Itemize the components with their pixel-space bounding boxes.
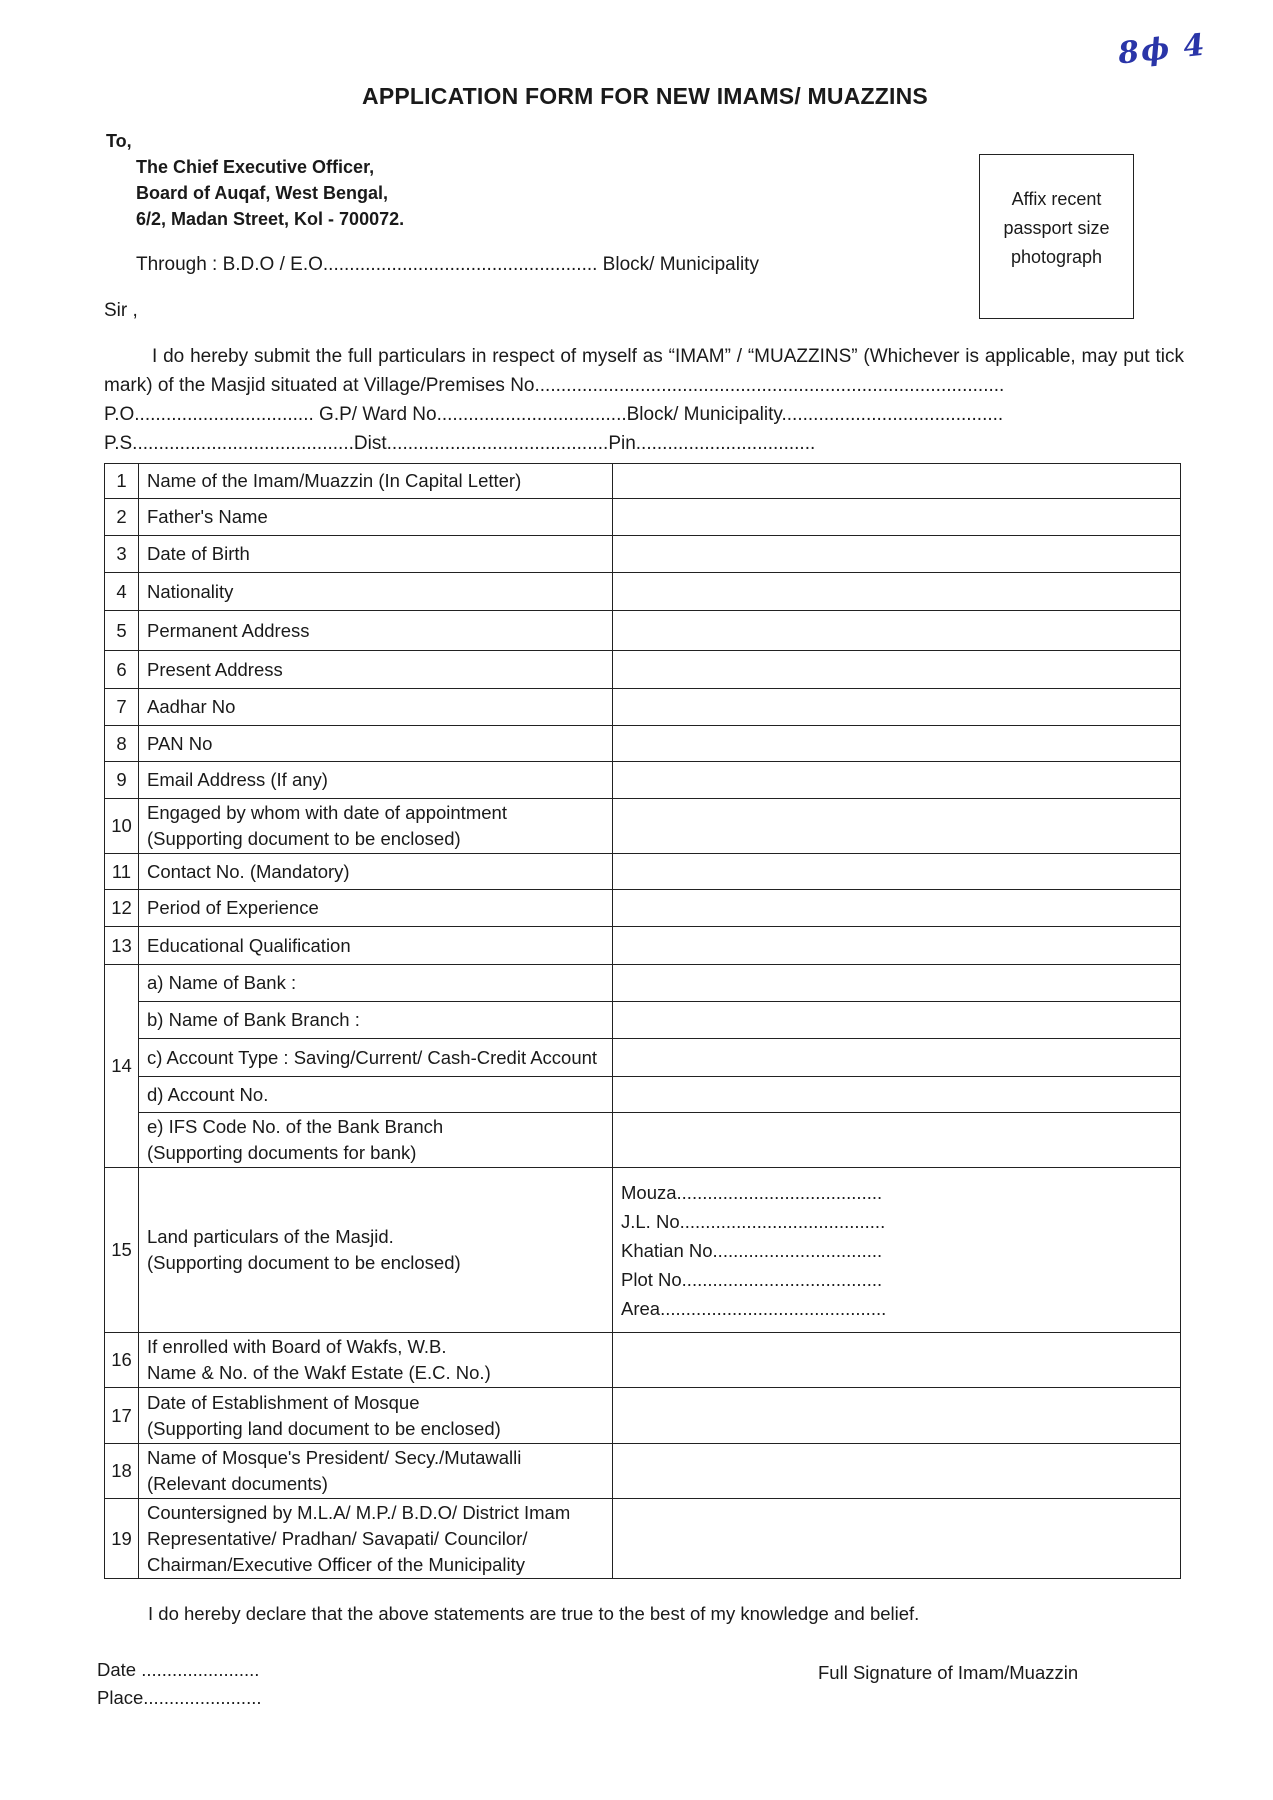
row-number: 8 <box>105 726 139 762</box>
table-row <box>105 1002 1181 1039</box>
row-number: 12 <box>105 890 139 927</box>
answer-cell[interactable] <box>613 854 1181 890</box>
answer-cell[interactable] <box>613 890 1181 927</box>
khatian-no-field[interactable]: Khatian No................................. <box>621 1239 883 1261</box>
land-label-line-2: (Supporting document to be enclosed) <box>147 1252 461 1273</box>
account-no-label: d) Account No. <box>139 1077 613 1113</box>
table-row <box>105 536 1181 573</box>
handwritten-strike-icon: ϕ <box>1139 31 1173 70</box>
answer-cell[interactable] <box>613 1333 1181 1388</box>
row-label-line-2: Name & No. of the Wakf Estate (E.C. No.) <box>147 1362 491 1383</box>
table-row <box>105 689 1181 726</box>
answer-cell[interactable] <box>613 1077 1181 1113</box>
table-row <box>105 762 1181 799</box>
particulars-table <box>104 463 1181 1579</box>
table-row <box>105 611 1181 651</box>
land-label <box>139 1168 613 1333</box>
table-row <box>105 726 1181 762</box>
address-line-3: 6/2, Madan Street, Kol - 700072. <box>136 209 405 229</box>
table-row <box>105 1499 1181 1579</box>
row-number: 7 <box>105 689 139 726</box>
table-row <box>105 651 1181 689</box>
row-label-line-1: If enrolled with Board of Wakfs, W.B. <box>147 1336 447 1357</box>
row-label-line-2: (Supporting document to be enclosed) <box>147 828 461 849</box>
plot-no-field[interactable]: Plot No....................................... <box>621 1268 883 1290</box>
area-field[interactable]: Area............................................ <box>621 1297 887 1319</box>
land-particulars-cell[interactable] <box>613 1168 1181 1333</box>
row-label: Email Address (If any) <box>139 762 613 799</box>
table-row <box>105 464 1181 499</box>
answer-cell[interactable] <box>613 1499 1181 1579</box>
row-number: 17 <box>105 1388 139 1444</box>
row-number: 19 <box>105 1499 139 1579</box>
table-row <box>105 1168 1181 1333</box>
table-row <box>105 1077 1181 1113</box>
answer-cell[interactable] <box>613 464 1181 499</box>
address-to: To, <box>106 131 132 151</box>
table-row <box>105 1113 1181 1168</box>
table-row <box>105 965 1181 1002</box>
row-number: 1 <box>105 464 139 499</box>
land-label-line-1: Land particulars of the Masjid. <box>147 1226 394 1247</box>
row-number: 5 <box>105 611 139 651</box>
row-label <box>139 1388 613 1444</box>
row-label <box>139 1499 613 1579</box>
answer-cell[interactable] <box>613 651 1181 689</box>
intro-line-1[interactable]: I do hereby submit the full particulars in respect of myself as “IMAM” / “MUAZZINS” (Whichever is applicable, may put tick mark) of the Masjid situated at Village/Premises No......................................................................................... <box>104 346 1184 396</box>
date-field[interactable]: Date ....................... <box>97 1659 260 1680</box>
photo-box-line-3: photograph <box>1010 247 1103 267</box>
mouza-field[interactable]: Mouza........................................ <box>621 1181 883 1203</box>
bank-branch-label: b) Name of Bank Branch : <box>139 1002 613 1039</box>
row-label <box>139 1444 613 1499</box>
answer-cell[interactable] <box>613 927 1181 965</box>
row-label: Name of the Imam/Muazzin (In Capital Letter) <box>139 464 613 499</box>
answer-cell[interactable] <box>613 1039 1181 1077</box>
answer-cell[interactable] <box>613 536 1181 573</box>
row-label-line-1: Countersigned by M.L.A/ M.P./ B.D.O/ District Imam <box>147 1501 571 1523</box>
intro-paragraph <box>104 342 1184 458</box>
row-number: 13 <box>105 927 139 965</box>
row-number: 3 <box>105 536 139 573</box>
address-line-2: Board of Auqaf, West Bengal, <box>136 183 389 203</box>
answer-cell[interactable] <box>613 1388 1181 1444</box>
answer-cell[interactable] <box>613 573 1181 611</box>
table-row <box>105 573 1181 611</box>
table-row <box>105 1388 1181 1444</box>
row-label: Father's Name <box>139 499 613 536</box>
intro-line-2[interactable]: P.O.................................. G.P/ Ward No....................................Block/ Municipality.......................................... <box>104 404 1004 425</box>
row-label: Date of Birth <box>139 536 613 573</box>
signature-label[interactable]: Full Signature of Imam/Muazzin <box>818 1662 1079 1683</box>
row-number: 10 <box>105 799 139 854</box>
row-label: Present Address <box>139 651 613 689</box>
row-label-line-2: Representative/ Pradhan/ Savapati/ Councilor/ <box>147 1527 528 1549</box>
intro-line-3[interactable]: P.S..........................................Dist..........................................Pin.................................. <box>104 433 816 454</box>
table-row <box>105 1444 1181 1499</box>
through-line[interactable]: Through : B.D.O / E.O.................................................... Block/ Municipality <box>136 254 759 275</box>
row-number: 18 <box>105 1444 139 1499</box>
answer-cell[interactable] <box>613 1444 1181 1499</box>
row-label-line-2: (Relevant documents) <box>147 1473 328 1494</box>
form-title: APPLICATION FORM FOR NEW IMAMS/ MUAZZINS <box>362 83 928 109</box>
table-row <box>105 499 1181 536</box>
answer-cell[interactable] <box>613 965 1181 1002</box>
recipient-address <box>106 128 404 232</box>
table-row <box>105 927 1181 965</box>
table-row <box>105 799 1181 854</box>
declaration: I do hereby declare that the above statements are true to the best of my knowledge and belief. <box>148 1603 920 1624</box>
answer-cell[interactable] <box>613 1002 1181 1039</box>
answer-cell[interactable] <box>613 611 1181 651</box>
account-type-label: c) Account Type : Saving/Current/ Cash-Credit Account <box>139 1039 613 1077</box>
answer-cell[interactable] <box>613 1113 1181 1168</box>
table-row <box>105 890 1181 927</box>
answer-cell[interactable] <box>613 726 1181 762</box>
row-label-line-1: Engaged by whom with date of appointment <box>147 802 507 823</box>
row-label: Nationality <box>139 573 613 611</box>
row-label-line-3: Chairman/Executive Officer of the Municipality <box>147 1553 526 1575</box>
place-field[interactable]: Place....................... <box>97 1687 262 1708</box>
ifsc-label-line-1: e) IFS Code No. of the Bank Branch <box>147 1116 444 1137</box>
row-label-line-1: Name of Mosque's President/ Secy./Mutawalli <box>147 1447 522 1468</box>
answer-cell[interactable] <box>613 762 1181 799</box>
row-label <box>139 1333 613 1388</box>
table-row <box>105 1333 1181 1388</box>
row-number: 15 <box>105 1168 139 1333</box>
row-number: 16 <box>105 1333 139 1388</box>
row-label: PAN No <box>139 726 613 762</box>
row-label: Period of Experience <box>139 890 613 927</box>
answer-cell[interactable] <box>613 799 1181 854</box>
address-line-1: The Chief Executive Officer, <box>136 157 375 177</box>
date-place-block <box>97 1656 262 1712</box>
row-label: Educational Qualification <box>139 927 613 965</box>
row-label-line-1: Date of Establishment of Mosque <box>147 1391 420 1413</box>
salutation: Sir , <box>104 300 138 321</box>
row-number: 14 <box>105 965 139 1168</box>
photo-box <box>979 154 1134 319</box>
row-number: 2 <box>105 499 139 536</box>
jl-no-field[interactable]: J.L. No........................................ <box>621 1210 886 1232</box>
ifsc-label-line-2: (Supporting documents for bank) <box>147 1142 417 1163</box>
bank-name-label: a) Name of Bank : <box>139 965 613 1002</box>
row-label: Contact No. (Mandatory) <box>139 854 613 890</box>
table-row <box>105 854 1181 890</box>
row-number: 9 <box>105 762 139 799</box>
row-number: 11 <box>105 854 139 890</box>
row-label <box>139 799 613 854</box>
answer-cell[interactable] <box>613 499 1181 536</box>
answer-cell[interactable] <box>613 689 1181 726</box>
ifsc-label <box>139 1113 613 1168</box>
table-row <box>105 1039 1181 1077</box>
row-label: Aadhar No <box>139 689 613 726</box>
photo-box-line-2: passport size <box>1003 218 1110 238</box>
row-number: 6 <box>105 651 139 689</box>
photo-box-line-1: Affix recent <box>1011 189 1102 209</box>
row-label-line-2: (Supporting land document to be enclosed) <box>147 1417 501 1439</box>
row-label: Permanent Address <box>139 611 613 651</box>
row-number: 4 <box>105 573 139 611</box>
handwritten-note: 8ϕ 4 <box>1116 27 1209 72</box>
